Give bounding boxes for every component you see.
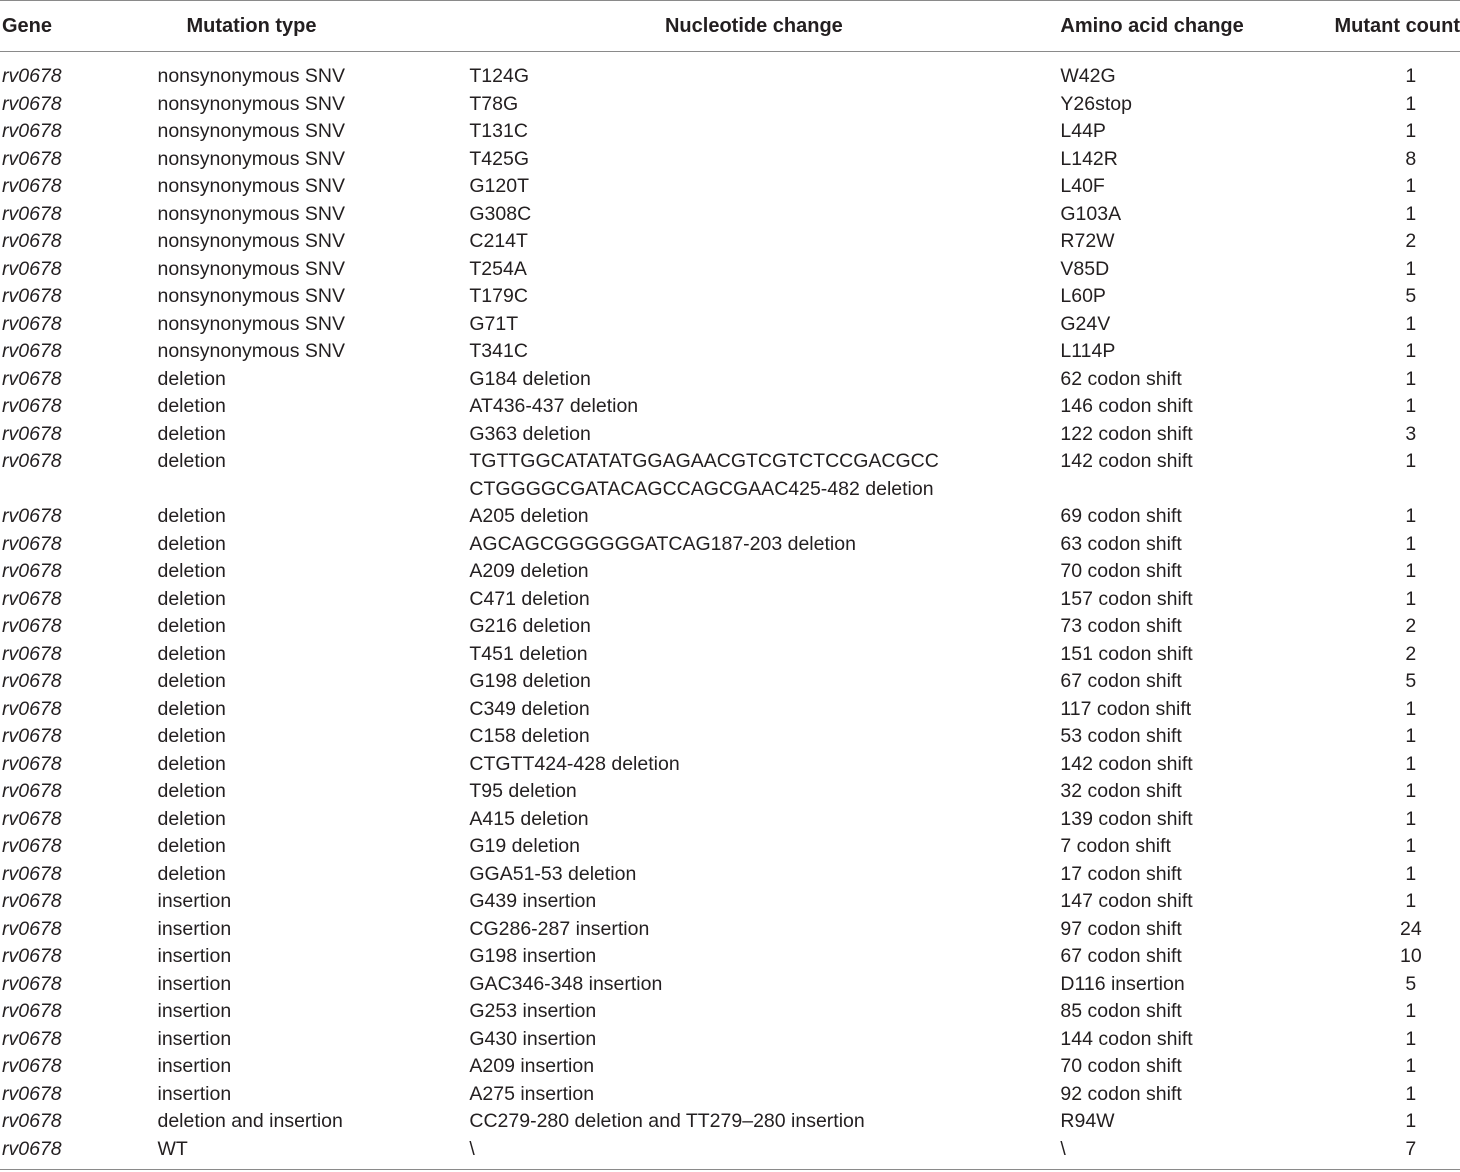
cell-mutation-type: nonsynonymous SNV xyxy=(157,202,346,225)
table-row xyxy=(0,503,1460,531)
cell-mutation-type: deletion xyxy=(157,367,226,390)
cell-gene: rv0678 xyxy=(2,890,62,912)
cell-mutation-type: WT xyxy=(139,1136,451,1170)
cell-gene: rv0678 xyxy=(2,147,62,170)
table-row xyxy=(0,833,1460,861)
cell-mutant-count: 1 xyxy=(1405,587,1417,610)
cell-amino-acid-change: 67 codon shift xyxy=(1060,670,1182,692)
cell-mutant-count: 5 xyxy=(1405,285,1417,307)
cell-amino-acid-change: R72W xyxy=(1060,230,1115,252)
cell-mutation-type: deletion xyxy=(157,862,226,885)
cell-mutant-count: 1 xyxy=(1405,92,1417,115)
cell-gene: rv0678 xyxy=(2,862,62,885)
cell-gene: rv0678 xyxy=(2,312,62,335)
cell-mutant-count: 7 xyxy=(1322,1136,1460,1170)
cell-mutant-count: 1 xyxy=(1405,202,1417,225)
cell-mutant-count: 24 xyxy=(1399,917,1422,940)
cell-amino-acid-change: 17 codon shift xyxy=(1060,862,1182,885)
cell-amino-acid-change: 69 codon shift xyxy=(1060,505,1182,527)
cell-gene: rv0678 xyxy=(2,587,62,610)
cell-mutant-count: 1 xyxy=(1405,1000,1417,1022)
cell-gene: rv0678 xyxy=(2,615,62,637)
cell-nucleotide-change: T124G xyxy=(469,65,530,87)
cell-mutation-type: insertion xyxy=(157,917,232,940)
cell-mutant-count: 5 xyxy=(1405,670,1417,692)
table-row xyxy=(0,201,1460,229)
cell-mutant-count: 1 xyxy=(1405,367,1417,390)
cell-amino-acid-change: Y26stop xyxy=(1060,92,1132,115)
cell-amino-acid-change: 63 codon shift xyxy=(1060,532,1182,555)
cell-nucleotide-change: C471 deletion xyxy=(469,587,590,610)
cell-nucleotide-change: GGA51-53 deletion xyxy=(469,862,637,885)
cell-gene: rv0678 xyxy=(2,670,62,692)
cell-gene: rv0678 xyxy=(2,285,62,307)
table-row xyxy=(0,421,1460,449)
cell-mutant-count: 1 xyxy=(1405,752,1417,775)
cell-gene: rv0678 xyxy=(2,450,62,472)
cell-amino-acid-change: 144 codon shift xyxy=(1060,1027,1193,1050)
table-row xyxy=(0,1136,1460,1170)
table-row xyxy=(0,723,1460,751)
cell-mutation-type: nonsynonymous SNV xyxy=(157,147,346,170)
cell-gene: rv0678 xyxy=(2,642,62,665)
table-row xyxy=(0,751,1460,779)
cell-nucleotide-change: G71T xyxy=(469,312,519,335)
cell-gene: rv0678 xyxy=(2,972,62,995)
cell-nucleotide-change: T131C xyxy=(469,120,528,142)
cell-gene: rv0678 xyxy=(2,945,62,967)
cell-amino-acid-change: V85D xyxy=(1060,257,1110,280)
table-row xyxy=(0,91,1460,119)
cell-mutation-type: deletion and insertion xyxy=(157,1110,343,1132)
cell-amino-acid-change: R94W xyxy=(1060,1110,1115,1132)
cell-gene: rv0678 xyxy=(2,175,62,197)
cell-amino-acid-change: 53 codon shift xyxy=(1060,725,1182,747)
cell-mutation-type: deletion xyxy=(157,725,226,747)
cell-amino-acid-change: L40F xyxy=(1060,175,1105,197)
cell-mutant-count: 1 xyxy=(1405,1055,1417,1077)
cell-nucleotide-change: G363 deletion xyxy=(469,422,591,445)
cell-gene: rv0678 xyxy=(2,395,62,417)
cell-mutant-count: 10 xyxy=(1399,945,1422,967)
table-row xyxy=(0,228,1460,256)
table-row xyxy=(0,613,1460,641)
cell-nucleotide-change xyxy=(451,448,1038,503)
cell-nucleotide-change: CG286-287 insertion xyxy=(469,917,650,940)
cell-mutation-type: deletion xyxy=(157,395,226,417)
cell-nucleotide-change: T341C xyxy=(469,340,528,362)
cell-amino-acid-change: 92 codon shift xyxy=(1060,1082,1182,1105)
cell-gene: rv0678 xyxy=(2,422,62,445)
cell-gene: rv0678 xyxy=(2,92,62,115)
cell-mutant-count: 1 xyxy=(1405,65,1417,87)
cell-mutation-type: deletion xyxy=(157,780,226,802)
nucleotide-line-1: TGTTGGCATATATGGAGAACGTCGTCTCCGACGCC xyxy=(469,450,939,472)
cell-mutation-type: insertion xyxy=(157,1000,232,1022)
cell-nucleotide-change: T254A xyxy=(469,257,527,280)
cell-mutant-count: 8 xyxy=(1405,147,1417,170)
cell-mutation-type: nonsynonymous SNV xyxy=(157,340,346,362)
cell-gene: rv0678 xyxy=(2,1110,62,1132)
cell-nucleotide-change: A415 deletion xyxy=(469,807,589,830)
cell-mutation-type: insertion xyxy=(157,890,232,912)
cell-nucleotide-change: GAC346-348 insertion xyxy=(469,972,663,995)
cell-nucleotide-change: G198 insertion xyxy=(469,945,597,967)
cell-amino-acid-change: 73 codon shift xyxy=(1060,615,1182,637)
cell-nucleotide-change: G19 deletion xyxy=(469,835,580,857)
table-row xyxy=(0,586,1460,614)
table-row xyxy=(0,916,1460,944)
cell-amino-acid-change: 117 codon shift xyxy=(1060,697,1192,720)
cell-mutant-count: 1 xyxy=(1405,807,1417,830)
cell-nucleotide-change: CC279-280 deletion and TT279–280 insertion xyxy=(469,1110,865,1132)
cell-gene: rv0678 xyxy=(2,807,62,830)
cell-mutant-count: 1 xyxy=(1405,560,1417,582)
cell-mutation-type: deletion xyxy=(157,807,226,830)
table-row xyxy=(0,173,1460,201)
cell-mutant-count: 1 xyxy=(1405,1027,1417,1050)
cell-gene: rv0678 xyxy=(2,367,62,390)
cell-nucleotide-change: G439 insertion xyxy=(469,890,597,912)
cell-mutation-type: nonsynonymous SNV xyxy=(157,120,346,142)
cell-mutation-type: nonsynonymous SNV xyxy=(157,230,346,252)
cell-mutant-count: 1 xyxy=(1405,450,1417,472)
cell-nucleotide-change: A209 insertion xyxy=(469,1055,595,1077)
cell-nucleotide-change: G308C xyxy=(469,202,532,225)
cell-gene: rv0678 xyxy=(2,1082,62,1105)
cell-gene: rv0678 xyxy=(2,230,62,252)
cell-mutant-count: 1 xyxy=(1405,862,1417,885)
header-nucleotide-change: Nucleotide change xyxy=(451,1,1038,52)
cell-nucleotide-change: C349 deletion xyxy=(469,697,590,720)
table-row xyxy=(0,1053,1460,1081)
nucleotide-line-2: CTGGGGCGATACAGCCAGCGAAC425-482 deletion xyxy=(469,477,934,500)
cell-amino-acid-change: 157 codon shift xyxy=(1060,587,1193,610)
cell-mutation-type: insertion xyxy=(157,945,232,967)
cell-amino-acid-change: L114P xyxy=(1060,340,1116,362)
cell-amino-acid-change: L142R xyxy=(1060,147,1118,170)
cell-gene: rv0678 xyxy=(2,340,62,362)
cell-nucleotide-change: T179C xyxy=(469,285,528,307)
cell-nucleotide-change: G198 deletion xyxy=(469,670,591,692)
cell-nucleotide-change: T95 deletion xyxy=(469,780,577,802)
cell-nucleotide-change: G253 insertion xyxy=(469,1000,597,1022)
table-row xyxy=(0,52,1460,91)
cell-nucleotide-change: \ xyxy=(451,1136,1038,1170)
cell-mutant-count: 1 xyxy=(1405,890,1417,912)
cell-gene: rv0678 xyxy=(2,725,62,747)
cell-amino-acid-change: G24V xyxy=(1060,312,1111,335)
table-row xyxy=(0,998,1460,1026)
cell-mutation-type: insertion xyxy=(157,1027,232,1050)
cell-mutation-type: deletion xyxy=(157,697,226,720)
cell-mutant-count: 1 xyxy=(1405,1082,1417,1105)
table-row xyxy=(0,861,1460,889)
cell-gene: rv0678 xyxy=(2,1055,62,1077)
cell-nucleotide-change: T78G xyxy=(469,92,519,115)
cell-amino-acid-change: 151 codon shift xyxy=(1060,642,1193,665)
cell-amino-acid-change: 70 codon shift xyxy=(1060,1055,1182,1077)
table-row xyxy=(0,888,1460,916)
cell-amino-acid-change: 7 codon shift xyxy=(1060,835,1171,857)
cell-mutation-type: deletion xyxy=(157,505,226,527)
cell-gene: rv0678 xyxy=(2,120,62,142)
cell-gene: rv0678 xyxy=(2,257,62,280)
cell-mutation-type: deletion xyxy=(157,642,226,665)
cell-mutation-type: insertion xyxy=(157,1082,232,1105)
cell-nucleotide-change: AGCAGCGGGGGGATCAG187-203 deletion xyxy=(469,532,856,555)
cell-amino-acid-change: W42G xyxy=(1060,65,1116,87)
table-row xyxy=(0,366,1460,394)
cell-gene: rv0678 xyxy=(2,65,62,87)
cell-mutant-count: 1 xyxy=(1405,312,1417,335)
cell-amino-acid-change: 122 codon shift xyxy=(1060,422,1193,445)
cell-gene: rv0678 xyxy=(2,1027,62,1050)
cell-gene: rv0678 xyxy=(2,697,62,720)
cell-mutation-type: deletion xyxy=(157,670,226,692)
cell-amino-acid-change: 142 codon shift xyxy=(1060,752,1193,775)
table-row xyxy=(0,971,1460,999)
table-row xyxy=(0,393,1460,421)
cell-nucleotide-change: C158 deletion xyxy=(469,725,590,747)
table-row xyxy=(0,256,1460,284)
cell-amino-acid-change: 142 codon shift xyxy=(1060,450,1193,472)
cell-nucleotide-change: G216 deletion xyxy=(469,615,591,637)
cell-mutant-count: 5 xyxy=(1405,972,1417,995)
table-row xyxy=(0,558,1460,586)
cell-mutant-count: 1 xyxy=(1405,697,1417,720)
cell-nucleotide-change: G430 insertion xyxy=(469,1027,597,1050)
table-row xyxy=(0,311,1460,339)
cell-amino-acid-change: 97 codon shift xyxy=(1060,917,1182,940)
cell-nucleotide-change: C214T xyxy=(469,230,528,252)
cell-mutant-count: 2 xyxy=(1405,230,1417,252)
header-gene: Gene xyxy=(0,1,139,52)
cell-gene: rv0678 xyxy=(2,532,62,555)
table-row xyxy=(0,943,1460,971)
table-row xyxy=(0,1081,1460,1109)
cell-gene: rv0678 xyxy=(2,917,62,940)
header-row xyxy=(0,1,1460,52)
cell-nucleotide-change: CTGTT424-428 deletion xyxy=(469,752,680,775)
cell-mutant-count: 2 xyxy=(1405,642,1417,665)
cell-gene: rv0678 xyxy=(0,1136,139,1170)
cell-mutant-count: 1 xyxy=(1405,120,1417,142)
header-amino-acid-change: Amino acid change xyxy=(1038,1,1321,52)
cell-gene: rv0678 xyxy=(2,560,62,582)
cell-mutation-type: deletion xyxy=(157,587,226,610)
cell-mutant-count: 1 xyxy=(1405,340,1417,362)
cell-mutation-type: nonsynonymous SNV xyxy=(157,312,346,335)
cell-mutant-count: 1 xyxy=(1405,725,1417,747)
table-row xyxy=(0,1108,1460,1136)
cell-nucleotide-change: A275 insertion xyxy=(469,1082,595,1105)
cell-mutation-type: deletion xyxy=(157,422,226,445)
cell-amino-acid-change: 147 codon shift xyxy=(1060,890,1193,912)
cell-amino-acid-change: 146 codon shift xyxy=(1060,395,1193,417)
cell-mutation-type: nonsynonymous SNV xyxy=(157,175,346,197)
table-row xyxy=(0,283,1460,311)
cell-amino-acid-change: 32 codon shift xyxy=(1060,780,1182,802)
cell-amino-acid-change: 70 codon shift xyxy=(1060,560,1182,582)
cell-mutant-count: 1 xyxy=(1405,175,1417,197)
table-row xyxy=(0,1026,1460,1054)
cell-gene: rv0678 xyxy=(2,780,62,802)
table-row xyxy=(0,448,1460,503)
cell-mutation-type: deletion xyxy=(157,752,226,775)
cell-mutation-type: deletion xyxy=(157,532,226,555)
cell-gene: rv0678 xyxy=(2,752,62,775)
cell-nucleotide-change: G184 deletion xyxy=(469,367,591,390)
cell-mutation-type: insertion xyxy=(157,1055,232,1077)
cell-amino-acid-change: G103A xyxy=(1060,202,1122,225)
cell-amino-acid-change: 62 codon shift xyxy=(1060,367,1182,390)
table-row xyxy=(0,806,1460,834)
cell-gene: rv0678 xyxy=(2,1000,62,1022)
cell-nucleotide-change: A205 deletion xyxy=(469,505,589,527)
cell-amino-acid-change: L44P xyxy=(1060,120,1106,142)
table-row xyxy=(0,118,1460,146)
cell-mutation-type: deletion xyxy=(157,560,226,582)
table-body xyxy=(0,52,1460,1170)
header-mutant-count: Mutant count xyxy=(1322,1,1460,52)
cell-mutant-count: 1 xyxy=(1405,835,1417,857)
cell-gene: rv0678 xyxy=(2,505,62,527)
cell-mutant-count: 1 xyxy=(1405,532,1417,555)
cell-nucleotide-change: AT436-437 deletion xyxy=(469,395,639,417)
cell-mutant-count: 1 xyxy=(1405,1110,1417,1132)
header-mutation-type: Mutation type xyxy=(139,1,451,52)
cell-amino-acid-change: 67 codon shift xyxy=(1060,945,1182,967)
table-row xyxy=(0,778,1460,806)
cell-amino-acid-change: 139 codon shift xyxy=(1060,807,1193,830)
cell-nucleotide-change: T451 deletion xyxy=(469,642,588,665)
cell-mutant-count: 1 xyxy=(1405,780,1417,802)
cell-amino-acid-change: \ xyxy=(1038,1136,1321,1170)
cell-mutation-type: nonsynonymous SNV xyxy=(157,285,346,307)
cell-mutation-type: nonsynonymous SNV xyxy=(157,65,346,87)
cell-nucleotide-change: A209 deletion xyxy=(469,560,589,582)
cell-mutation-type: nonsynonymous SNV xyxy=(157,92,346,115)
cell-mutant-count: 2 xyxy=(1405,615,1417,637)
cell-nucleotide-change: T425G xyxy=(469,147,530,170)
cell-mutation-type: deletion xyxy=(157,835,226,857)
table-row xyxy=(0,696,1460,724)
cell-gene: rv0678 xyxy=(2,202,62,225)
cell-mutant-count: 1 xyxy=(1405,505,1417,527)
table-row xyxy=(0,338,1460,366)
cell-mutation-type: deletion xyxy=(157,450,226,472)
cell-mutant-count: 3 xyxy=(1405,422,1417,445)
cell-mutation-type: deletion xyxy=(157,615,226,637)
cell-nucleotide-change: G120T xyxy=(469,175,530,197)
cell-mutant-count: 1 xyxy=(1405,257,1417,280)
table-row xyxy=(0,641,1460,669)
cell-mutation-type: insertion xyxy=(157,972,232,995)
cell-amino-acid-change: 85 codon shift xyxy=(1060,1000,1182,1022)
table-row xyxy=(0,668,1460,696)
cell-amino-acid-change: D116 insertion xyxy=(1060,972,1185,995)
cell-mutation-type: nonsynonymous SNV xyxy=(157,257,346,280)
cell-mutant-count: 1 xyxy=(1405,395,1417,417)
table-row xyxy=(0,531,1460,559)
table-row xyxy=(0,146,1460,174)
cell-amino-acid-change: L60P xyxy=(1060,285,1106,307)
cell-gene: rv0678 xyxy=(2,835,62,857)
